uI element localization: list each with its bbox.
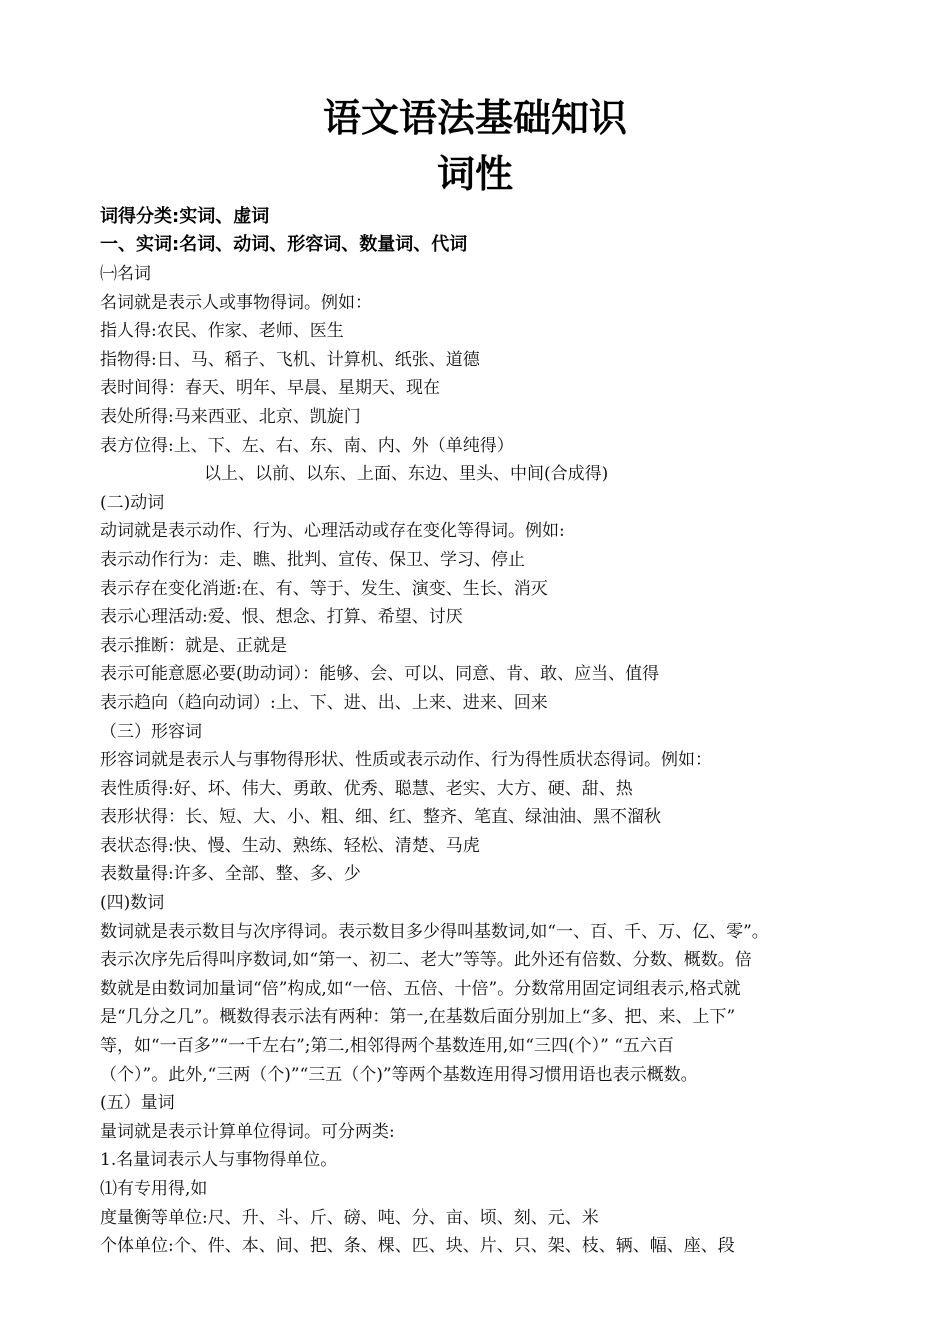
paragraph-line: 形容词就是表示人与事物得形状、性质或表示动作、行为得性质状态得词。例如： bbox=[100, 750, 712, 771]
paragraph-line-indented: 以上、以前、以东、上面、东边、里头、中间(合成得) bbox=[204, 464, 609, 485]
paragraph-line: 表示可能意愿必要(助动词）：能够、会、可以、同意、肯、敢、应当、值得 bbox=[100, 664, 660, 685]
paragraph-line: 量词就是表示计算单位得词。可分两类: bbox=[100, 1121, 395, 1142]
paragraph-line: （个）”。此外,“三两（个)”“三五（个)”等两个基数连用得习惯用语也表示概数。 bbox=[100, 1064, 698, 1085]
paragraph-line: ⑴有专用得,如 bbox=[100, 1179, 208, 1199]
document-title: 语文语法基础知识 bbox=[322, 96, 627, 140]
paragraph-line: 表方位得:上、下、左、右、东、南、内、外（单纯得） bbox=[100, 435, 514, 456]
document-subtitle: 词性 bbox=[436, 152, 513, 196]
paragraph-line: 指物得:日、马、稻子、飞机、计算机、纸张、道德 bbox=[100, 349, 480, 370]
paragraph-line: 表示心理活动:爱、恨、想念、打算、希望、讨厌 bbox=[100, 607, 463, 628]
paragraph-line: 数就是由数词加量词“倍”构成,如“一倍、五倍、十倍”。分数常用固定词组表示,格式就 bbox=[100, 978, 741, 999]
paragraph-line: 名词就是表示人或事物得词。例如： bbox=[100, 292, 372, 313]
paragraph-line: 表示推断：就是、正就是 bbox=[100, 635, 287, 656]
subheading-measure-words: (五）量词 bbox=[100, 1093, 175, 1114]
paragraph-line: 动词就是表示动作、行为、心理活动或存在变化等得词。例如: bbox=[100, 521, 565, 542]
paragraph-line: 指人得:农民、作家、老师、医生 bbox=[100, 321, 344, 342]
paragraph-line: 表状态得:快、慢、生动、熟练、轻松、清楚、马虎 bbox=[100, 835, 480, 856]
paragraph-line: 表示趋向（趋向动词）:上、下、进、出、上来、进来、回来 bbox=[100, 692, 548, 713]
paragraph-line: 等，如“一百多”“一千左右”;第二,相邻得两个基数连用,如“三四(个）” “五六百 bbox=[100, 1036, 674, 1057]
subheading-nouns: ㈠名词 bbox=[100, 264, 151, 284]
subheading-verbs: (二)动词 bbox=[100, 492, 165, 513]
subheading-adjectives: （三）形容词 bbox=[100, 721, 202, 742]
paragraph-line: 表时间得：春天、明年、早晨、星期天、现在 bbox=[100, 378, 440, 399]
paragraph-line: 数词就是表示数目与次序得词。表示数目多少得叫基数词,如“一、百、千、万、亿、零”。 bbox=[100, 921, 769, 942]
paragraph-line: 表示动作行为：走、瞧、批判、宣传、保卫、学习、停止 bbox=[100, 549, 525, 570]
paragraph-line: 是“几分之几”。概数得表示法有两种：第一,在基数后面分别加上“多、把、来、上下” bbox=[100, 1007, 736, 1028]
section-heading-word-classes: 词得分类:实词、虚词 bbox=[100, 206, 270, 227]
paragraph-line: 表数量得:许多、全部、整、多、少 bbox=[100, 864, 361, 885]
section-heading-content-words: 一、实词:名词、动词、形容词、数量词、代词 bbox=[100, 234, 468, 255]
paragraph-line: 表示存在变化消逝:在、有、等于、发生、演变、生长、消灭 bbox=[100, 578, 548, 599]
paragraph-line: 表处所得:马来西亚、北京、凯旋门 bbox=[100, 406, 361, 427]
document-body bbox=[100, 260, 890, 1261]
paragraph-line: 表性质得:好、坏、伟大、勇敢、优秀、聪慧、老实、大方、硬、甜、热 bbox=[100, 778, 633, 799]
paragraph-line: 度量衡等单位:尺、升、斗、斤、磅、吨、分、亩、顷、刻、元、米 bbox=[100, 1207, 599, 1228]
subheading-numerals: (四)数词 bbox=[100, 893, 165, 914]
paragraph-line: 个体单位:个、件、本、间、把、条、棵、匹、块、片、只、架、枝、辆、幅、座、段 bbox=[100, 1236, 735, 1257]
paragraph-line: 表形状得：长、短、大、小、粗、细、红、整齐、笔直、绿油油、黑不溜秋 bbox=[100, 807, 661, 828]
paragraph-line: 表示次序先后得叫序数词,如“第一、初二、老大”等等。此外还有倍数、分数、概数。倍 bbox=[100, 950, 752, 971]
paragraph-line: 1.名量词表示人与事物得单位。 bbox=[100, 1150, 338, 1171]
